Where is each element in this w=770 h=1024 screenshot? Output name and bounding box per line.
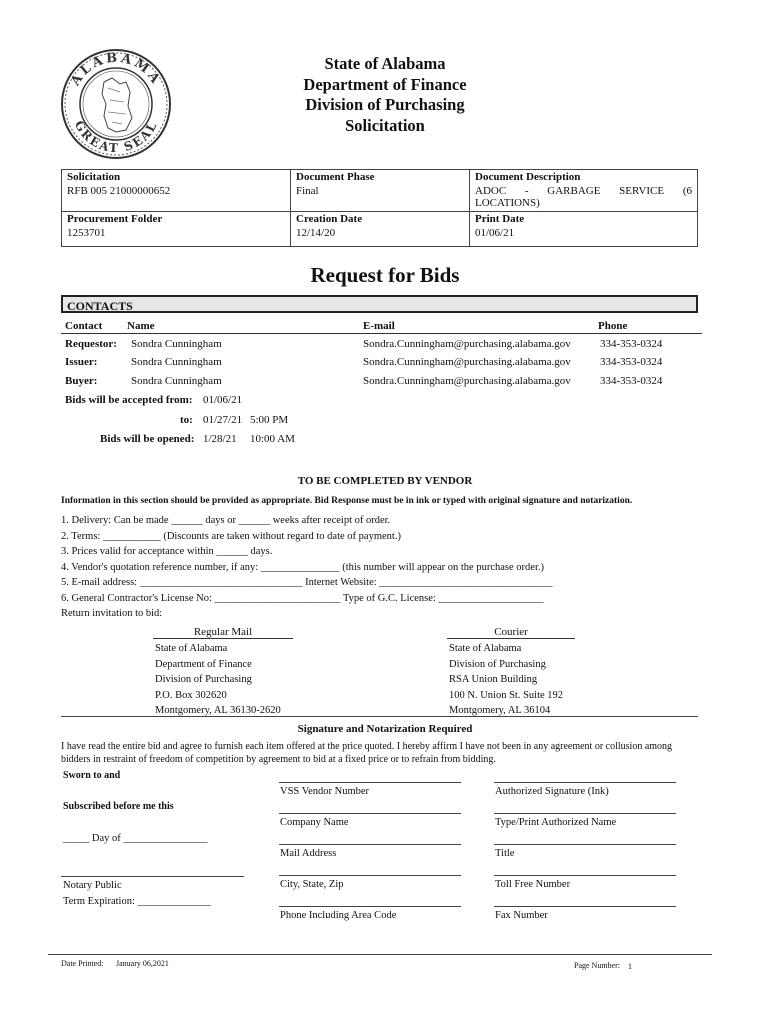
- folder-label: Procurement Folder: [67, 213, 163, 225]
- authorized-signature-line[interactable]: [494, 782, 676, 783]
- city-state-zip-label: City, State, Zip: [280, 879, 344, 890]
- contact-phone: 334-353-0324: [600, 338, 663, 350]
- description-label: Document Description: [475, 171, 581, 183]
- contact-role: Requestor:: [65, 338, 117, 350]
- subscribed-label: Subscribed before me this: [63, 801, 174, 812]
- signature-heading: Signature and Notarization Required: [297, 723, 473, 735]
- document-header: [240, 54, 530, 136]
- vendor-item-email: 5. E-mail address: _______________________________ Internet Website: _________________________________: [61, 577, 553, 588]
- contact-name: Sondra Cunningham: [131, 375, 222, 387]
- address-line: Division of Purchasing: [449, 658, 546, 670]
- column-email: E-mail: [363, 320, 395, 332]
- address-line: State of Alabama: [155, 643, 228, 654]
- mail-address-line[interactable]: [279, 844, 461, 845]
- regular-mail-address: [155, 641, 281, 719]
- contact-row: [61, 338, 702, 352]
- contacts-heading: CONTACTS: [61, 295, 698, 313]
- regular-mail-heading: Regular Mail: [153, 626, 293, 639]
- company-name-line[interactable]: [279, 813, 461, 814]
- header-division: Division of Purchasing: [305, 95, 465, 114]
- vendor-item-prices: 3. Prices valid for acceptance within ______ days.: [61, 546, 273, 557]
- creation-label: Creation Date: [296, 213, 363, 225]
- bids-opened-label: Bids will be opened:: [100, 433, 195, 445]
- contact-name: Sondra Cunningham: [131, 338, 222, 350]
- contact-role: Issuer:: [65, 356, 98, 368]
- print-label: Print Date: [475, 213, 525, 225]
- folder-value: 1253701: [67, 227, 106, 239]
- toll-free-line[interactable]: [494, 875, 676, 876]
- address-line: Montgomery, AL 36130-2620: [155, 705, 281, 716]
- column-name: Name: [127, 320, 155, 332]
- svg-text:ALABAMA: ALABAMA: [68, 50, 164, 89]
- contact-email: Sondra.Cunningham@purchasing.alabama.gov: [363, 356, 571, 368]
- address-line: 100 N. Union St. Suite 192: [449, 689, 564, 701]
- creation-value: 12/14/20: [296, 227, 336, 239]
- bids-opened-time: 10:00 AM: [250, 433, 295, 445]
- date-printed-value: January 06,2021: [116, 959, 169, 968]
- contact-row: [61, 375, 702, 389]
- vendor-item-license: 6. General Contractor's License No: ________________________ Type of G.C. License: ____________________: [61, 592, 544, 604]
- phone-line[interactable]: [279, 906, 461, 907]
- contact-phone: 334-353-0324: [600, 375, 663, 387]
- vendor-item-quotation: 4. Vendor's quotation reference number, if any: _______________ (this number will appear on the purchase order.): [61, 561, 544, 573]
- page-title: Request for Bids: [310, 263, 460, 287]
- company-name-label: Company Name: [280, 817, 349, 828]
- authorized-name-label: Type/Print Authorized Name: [495, 817, 617, 828]
- phase-cell: [291, 170, 470, 212]
- solicitation-label: Solicitation: [67, 171, 121, 183]
- day-of-field[interactable]: _____ Day of ________________: [63, 833, 208, 844]
- sworn-label: Sworn to and: [63, 770, 121, 781]
- description-value: ADOC - GARBAGE SERVICE (6 LOCATIONS): [475, 185, 692, 209]
- contact-email: Sondra.Cunningham@purchasing.alabama.gov: [363, 375, 571, 387]
- address-line: Montgomery, AL 36104: [449, 705, 551, 716]
- title-line[interactable]: [494, 844, 676, 845]
- footer-divider: [48, 954, 712, 955]
- page-number-value: 1: [628, 962, 632, 971]
- vss-vendor-number-label: VSS Vendor Number: [280, 786, 370, 797]
- print-cell: [470, 212, 698, 247]
- fax-label: Fax Number: [495, 910, 548, 921]
- contacts-column-headers: [61, 320, 702, 334]
- courier-address: [449, 641, 563, 719]
- fax-line[interactable]: [494, 906, 676, 907]
- contact-email: Sondra.Cunningham@purchasing.alabama.gov: [363, 338, 571, 350]
- creation-cell: [291, 212, 470, 247]
- vendor-heading: TO BE COMPLETED BY VENDOR: [297, 475, 473, 487]
- vendor-items: [61, 513, 553, 622]
- header-state: State of Alabama: [324, 54, 446, 73]
- vendor-item-return: Return invitation to bid:: [61, 608, 163, 619]
- toll-free-label: Toll Free Number: [495, 879, 571, 890]
- phase-value: Final: [296, 185, 319, 197]
- column-phone: Phone: [598, 320, 628, 332]
- print-value: 01/06/21: [475, 227, 515, 239]
- alabama-seal-logo: [60, 48, 172, 160]
- bids-to-date: 01/27/21: [203, 414, 243, 426]
- signature-divider: [61, 716, 698, 717]
- authorized-name-line[interactable]: [494, 813, 676, 814]
- title-label: Title: [495, 848, 515, 859]
- vendor-instruction: Information in this section should be provided as appropriate. Bid Response must be in ink or typed with original signature and notarization.: [61, 496, 633, 506]
- bids-to-time: 5:00 PM: [250, 414, 289, 426]
- affirmation-line: bidders in restraint of freedom of competition by agreement to bid at a fixed price or to refrain from bidding.: [61, 753, 496, 765]
- page-number-label: Page Number:: [574, 961, 620, 970]
- address-line: Division of Purchasing: [155, 674, 252, 685]
- date-printed-label: Date Printed:: [61, 959, 104, 968]
- solicitation-cell: [62, 170, 291, 212]
- affirmation-line: I have read the entire bid and agree to furnish each item offered at the price quoted. I hereby affirm I have not been in any agreement or collusion among: [61, 741, 673, 752]
- signature-affirmation: [61, 741, 672, 766]
- bids-opened-date: 1/28/21: [203, 433, 237, 445]
- phase-label: Document Phase: [296, 171, 375, 183]
- bids-accepted-label: Bids will be accepted from:: [65, 394, 193, 406]
- contact-name: Sondra Cunningham: [131, 356, 222, 368]
- bids-to-label: to:: [180, 414, 193, 426]
- contact-phone: 334-353-0324: [600, 356, 663, 368]
- term-expiration-field[interactable]: Term Expiration: ______________: [63, 896, 211, 907]
- authorized-signature-label: Authorized Signature (Ink): [495, 786, 609, 797]
- header-solicitation: Solicitation: [345, 115, 425, 135]
- notary-label: Notary Public: [63, 880, 122, 891]
- solicitation-info-table: [61, 169, 698, 247]
- solicitation-value: RFB 005 21000000652: [67, 185, 171, 197]
- vendor-item-delivery: 1. Delivery: Can be made ______ days or ______ weeks after receipt of order.: [61, 515, 391, 526]
- phone-label: Phone Including Area Code: [280, 910, 397, 921]
- contact-role: Buyer:: [65, 375, 98, 387]
- address-line: Department of Finance: [155, 658, 252, 670]
- mail-address-label: Mail Address: [280, 848, 337, 859]
- description-cell: [470, 170, 698, 212]
- vss-vendor-number-line[interactable]: [279, 782, 461, 783]
- address-line: State of Alabama: [449, 643, 522, 654]
- courier-heading: Courier: [447, 626, 575, 639]
- contact-row: [61, 356, 702, 370]
- address-line: RSA Union Building: [449, 674, 538, 685]
- svg-text:GREAT SEAL: GREAT SEAL: [71, 118, 161, 156]
- city-state-zip-line[interactable]: [279, 875, 461, 876]
- notary-signature-line[interactable]: [61, 876, 244, 877]
- header-department: Department of Finance: [303, 74, 467, 94]
- folder-cell: [62, 212, 291, 247]
- vendor-item-terms: 2. Terms: ___________ (Discounts are taken without regard to date of payment.): [61, 530, 401, 542]
- bids-accepted-date: 01/06/21: [203, 394, 243, 406]
- address-line: P.O. Box 302620: [155, 689, 227, 701]
- column-contact: Contact: [65, 320, 103, 332]
